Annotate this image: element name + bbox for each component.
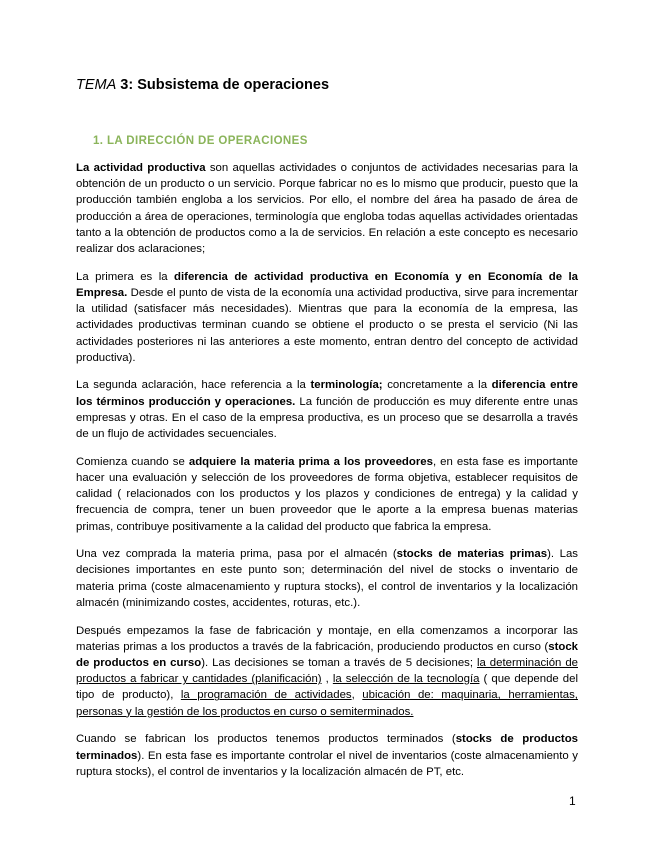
bold-term: terminología; — [310, 379, 383, 392]
bold-term: stocks de productos terminados — [76, 733, 578, 762]
paragraph-primera-aclaracion — [76, 269, 578, 366]
paragraph-almacen — [76, 546, 578, 611]
title-prefix: TEMA — [76, 77, 117, 93]
bold-term: stocks de materias primas — [396, 548, 548, 561]
underlined-decision: la determinación de productos a fabricar y cantidades (planificación) — [76, 656, 578, 686]
page-title — [76, 77, 329, 93]
title-number: 3: — [116, 77, 134, 93]
bold-term: adquiere la materia prima a los proveedores — [188, 455, 433, 468]
text-run: , — [321, 673, 333, 686]
text-run: ( que depende del tipo de producto), — [76, 673, 578, 702]
text-run: La primera es la — [76, 270, 175, 283]
text-run: ). Las decisiones se toman a través de 5 decisiones; — [201, 656, 477, 669]
paragraph-actividad-productiva — [76, 160, 578, 257]
page-number: 1 — [569, 794, 576, 808]
paragraph-proveedores — [76, 454, 578, 535]
text-run: La segunda aclaración, hace referencia a la — [76, 379, 311, 392]
text-run: Desde el punto de vista de la economía una actividad productiva, sirve para incrementar la utilidad (satisfacer más necesidades). Mientras que para la economía de la empresa, las actividades productivas terminan cuando se obtiene el producto o se presta el servicio (Ni las actividades posteriores ni las anteriores a este momento, entran dentro del concepto de actividad productiva). — [76, 286, 578, 364]
text-run: Comienza cuando se — [76, 455, 189, 468]
bold-term: diferencia entre los términos producción y operaciones. — [76, 379, 578, 408]
bold-term: stock de productos en curso — [76, 640, 578, 669]
text-run: Después empezamos la fase de fabricación y montaje, en ella comenzamos a incorporar las materias primas a los productos a través de la fabricación, produciendo productos en curso ( — [76, 624, 578, 653]
text-run: Una vez comprada la materia prima, pasa por el almacén ( — [76, 548, 397, 561]
paragraph-segunda-aclaracion — [76, 377, 578, 442]
bold-term: diferencia de actividad productiva en Economía y en Economía de la Empresa. — [76, 270, 578, 299]
paragraph-fabricacion — [76, 623, 578, 720]
underlined-decision: ubicación de: maquinaria, herramientas, personas y la gestión de los productos en curso o semiterminados. — [76, 689, 578, 718]
text-run: Cuando se fabrican los productos tenemos productos terminados ( — [76, 733, 456, 746]
text-run: ). Las decisiones importantes en este punto son; determinación del nivel de stocks o inventario de materia prima (coste almacenamiento y ruptura stocks), el control de inventarios y la localización almacén (minimizando costes, accidentes, roturas, etc.). — [76, 548, 578, 609]
text-run: , — [351, 689, 363, 702]
title-text: Subsistema de operaciones — [133, 77, 330, 93]
text-run: , en esta fase es importante hacer una evaluación y selección de los proveedores de forma objetiva, establecer requisitos de calidad ( relacionados con los productos y los plazos y condiciones de entrega) y la calidad y frecuencia de compra, tener un buen proveedor que le aporte a la empresa buenas materias primas, contribuye positivamente a la calidad del producto que fabrica la empresa. — [76, 455, 578, 533]
text-run: concretamente a la — [382, 379, 492, 392]
document-body — [76, 160, 578, 791]
section-heading: 1. LA DIRECCIÓN DE OPERACIONES — [93, 135, 308, 147]
bold-term: La actividad productiva — [76, 162, 206, 174]
underlined-decision: la programación de actividades — [180, 689, 352, 702]
text-run: ). En esta fase es importante controlar el nivel de inventarios (coste almacenamiento y ruptura stocks), el control de inventarios y la localización almacén de PT, etc. — [76, 749, 578, 778]
underlined-decision: la selección de la tecnología — [332, 673, 480, 686]
text-run: La función de producción es muy diferente entre unas empresas y otras. En el caso de la empresa productiva, es un proceso que se desarrolla a través de un flujo de actividades secuenciales. — [76, 395, 578, 441]
paragraph-productos-terminados — [76, 731, 578, 780]
text-run: son aquellas actividades o conjuntos de actividades necesarias para la obtención de un producto o un servicio. Porque fabricar no es lo mismo que producir, puesto que la producción también engloba a los servicios. Por ello, el nombre del área ha pasado de área de producción a área de operaciones, terminología que engloba todas aquellas actividades orientadas tanto a la obtención de productos como a la de servicios. En relación a este concepto es necesario realizar dos aclaraciones; — [76, 162, 579, 256]
